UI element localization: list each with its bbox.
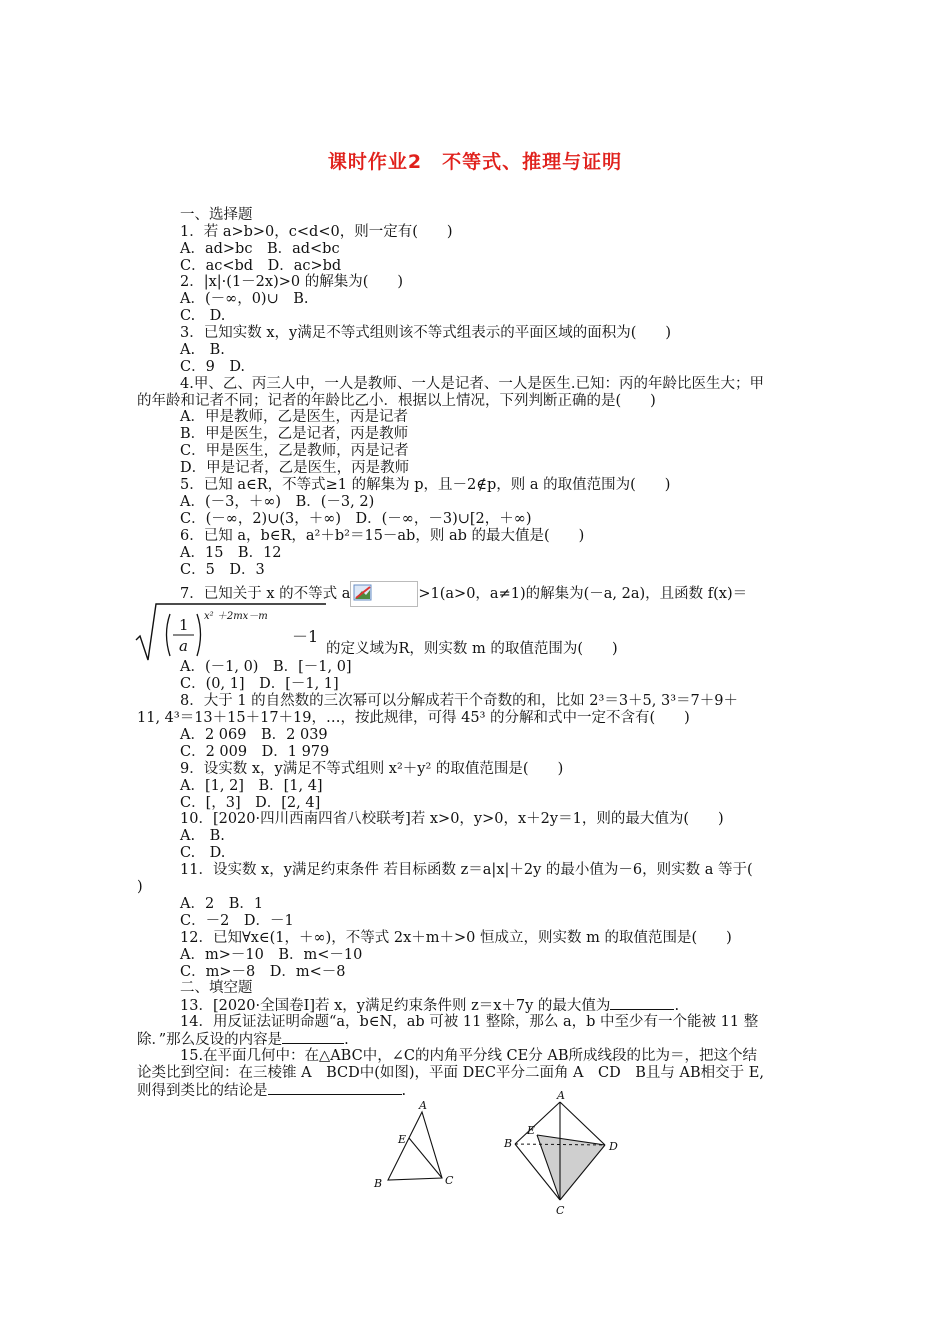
fig2-label-c: C: [556, 1204, 565, 1217]
q6-options-cd: C．5 D．3: [180, 562, 265, 578]
q15-line3: [137, 1082, 406, 1099]
q4-option-c: C．甲是医生，乙是教师，丙是记者: [180, 443, 409, 459]
q7-frac-num: 1: [179, 616, 189, 634]
q3-stem: 3．已知实数 x，y满足不等式组则该不等式组表示的平面区域的面积为( ): [180, 325, 672, 341]
section-fill: 二、填空题: [180, 980, 253, 996]
broken-image-icon: [350, 581, 418, 607]
pyramid-abcd-figure: [496, 1090, 632, 1218]
q1-options-cd: C．ac<bd D．ac>bd: [180, 258, 342, 274]
q12-options-ab: A．m>－10 B．m<－10: [180, 947, 363, 963]
q3-options-cd: C．9 D.: [180, 359, 246, 375]
q14-line1: 14．用反证法证明命题“a，b∈N，ab 可被 11 整除，那么 a，b 中至少有一个能被 11 整: [180, 1014, 759, 1030]
fig1-label-e: E: [398, 1133, 407, 1146]
q4-line1: 4.甲、乙、丙三人中，一人是教师、一人是记者、一人是医生.已知：丙的年龄比医生大；甲: [180, 376, 764, 392]
q11-line2: ): [137, 879, 143, 895]
q11-line1: 11．设实数 x，y满足约束条件 若目标函数 z＝a|x|＋2y 的最小值为－6，则实数 a 等于(: [180, 862, 753, 878]
q1-options-ab: A．ad>bc B．ad<bc: [180, 241, 340, 257]
q7-frac-den: a: [179, 637, 188, 655]
q3-options-ab: A. B.: [180, 342, 225, 358]
q13-stem: 13．[2020·全国卷Ⅰ]若 x，y满足约束条件则 z＝x＋7y 的最大值为: [180, 998, 611, 1014]
q2-options-cd: C. D.: [180, 308, 226, 324]
section-choice: 一、选择题: [180, 207, 253, 223]
q6-stem: 6．已知 a，b∈R，a²＋b²＝15－ab，则 ab 的最大值是( ): [180, 528, 585, 544]
q7-minus-one: －1: [292, 627, 319, 646]
q10-stem: 10．[2020·四川西南四省八校联考]若 x>0，y>0，x＋2y＝1，则的最大值为( ): [180, 811, 724, 827]
q13-answer-blank: [610, 997, 674, 1010]
q11-options-ab: A．2 B．1: [180, 896, 264, 912]
q14-text: 除．”那么反设的内容是: [137, 1032, 283, 1048]
q14-answer-blank: [282, 1031, 344, 1044]
q14-line2: [137, 1031, 349, 1048]
q7-exponent: x² ＋2mx－m: [204, 611, 268, 622]
q15-answer-blank: [268, 1082, 402, 1095]
q7-options-ab: A．(－1, 0) B．[－1, 0]: [180, 659, 352, 675]
q4-option-b: B．甲是医生，乙是记者，丙是教师: [180, 426, 409, 442]
q8-options-ab: A．2 069 B．2 039: [180, 727, 328, 743]
q7-lead: 7．已知关于 x 的不等式 a: [180, 586, 351, 602]
q10-options-ab: A. B.: [180, 828, 225, 844]
fig1-label-b: B: [374, 1177, 383, 1190]
q6-options-ab: A．15 B．12: [180, 545, 282, 561]
q5-stem: 5．已知 a∈R，不等式≥1 的解集为 p，且－2∉p，则 a 的取值范围为( ): [180, 477, 671, 493]
q9-options-ab: A．[1, 2] B．[1, 4]: [180, 778, 323, 794]
q4-option-a: A．甲是教师，乙是医生，丙是记者: [180, 409, 408, 425]
q15-end: .: [401, 1083, 407, 1099]
q8-options-cd: C．2 009 D．1 979: [180, 744, 330, 760]
q4-line2: 的年龄和记者不同；记者的年龄比乙小．根据以上情况，下列判断正确的是( ): [137, 393, 656, 409]
q12-stem: 12．已知∀x∈(1，＋∞)，不等式 2x＋m＋>0 恒成立，则实数 m 的取值范围是( ): [180, 930, 732, 946]
fig2-label-d: D: [609, 1140, 618, 1153]
q4-option-d: D．甲是记者，乙是医生，丙是教师: [180, 460, 410, 476]
q9-options-cd: C．[，3] D．[2, 4]: [180, 795, 321, 811]
fig1-label-a: A: [419, 1099, 427, 1112]
q8-line1: 8．大于 1 的自然数的三次幂可以分解成若干个奇数的和，比如 2³＝3＋5, 3³＝7＋9＋: [180, 693, 738, 709]
fig2-label-a: A: [557, 1090, 565, 1102]
q12-options-cd: C．m>－8 D．m<－8: [180, 964, 346, 980]
q8-line2: 11, 4³＝13＋15＋17＋19，…，按此规律，可得 45³ 的分解和式中一定不含有( ): [137, 710, 690, 726]
q10-options-cd: C. D.: [180, 845, 226, 861]
q15-line2: 论类比到空间：在三棱锥 A BCD中(如图)，平面 DEC平分二面角 A CD B且与 AB相交于 E,: [137, 1065, 764, 1081]
q1-stem: 1．若 a>b>0，c<d<0，则一定有( ): [180, 224, 453, 240]
q13-line: [180, 997, 679, 1014]
q9-stem: 9．设实数 x，y满足不等式组则 x²＋y² 的取值范围是( ): [180, 761, 564, 777]
q11-options-cd: C．－2 D．－1: [180, 913, 294, 929]
q15-line1: 15.在平面几何中：在△ABC中，∠C的内角平分线 CE分 AB所成线段的比为＝，把这个结: [180, 1048, 757, 1064]
q7-options-cd: C．(0, 1] D．[－1, 1]: [180, 676, 339, 692]
page-title: 课时作业2 不等式、推理与证明: [327, 151, 623, 173]
q5-options-cd: C．(－∞，2)∪(3，＋∞) D．(－∞，－3)∪[2，＋∞): [180, 511, 532, 527]
triangle-abc-figure: [365, 1098, 465, 1194]
q13-end: .: [674, 998, 680, 1014]
q7-mid: >1(a>0，a≠1)的解集为(－a, 2a)，且函数 f(x)＝: [418, 586, 748, 602]
q14-end: .: [344, 1032, 349, 1048]
fig1-label-c: C: [445, 1174, 454, 1187]
fig2-label-e: E: [527, 1124, 536, 1137]
fig2-label-b: B: [504, 1137, 513, 1150]
q2-stem: 2．|x|·(1－2x)>0 的解集为( ): [180, 274, 404, 290]
q15-text: 则得到类比的结论是: [137, 1083, 268, 1099]
q7-sqrt-expression: [134, 600, 334, 662]
q2-options-ab: A．(－∞，0)∪ B.: [180, 291, 309, 307]
q5-options-ab: A．(－3，＋∞) B．(－3, 2): [180, 494, 375, 510]
q7-tail: 的定义域为R，则实数 m 的取值范围为( ): [326, 641, 618, 657]
